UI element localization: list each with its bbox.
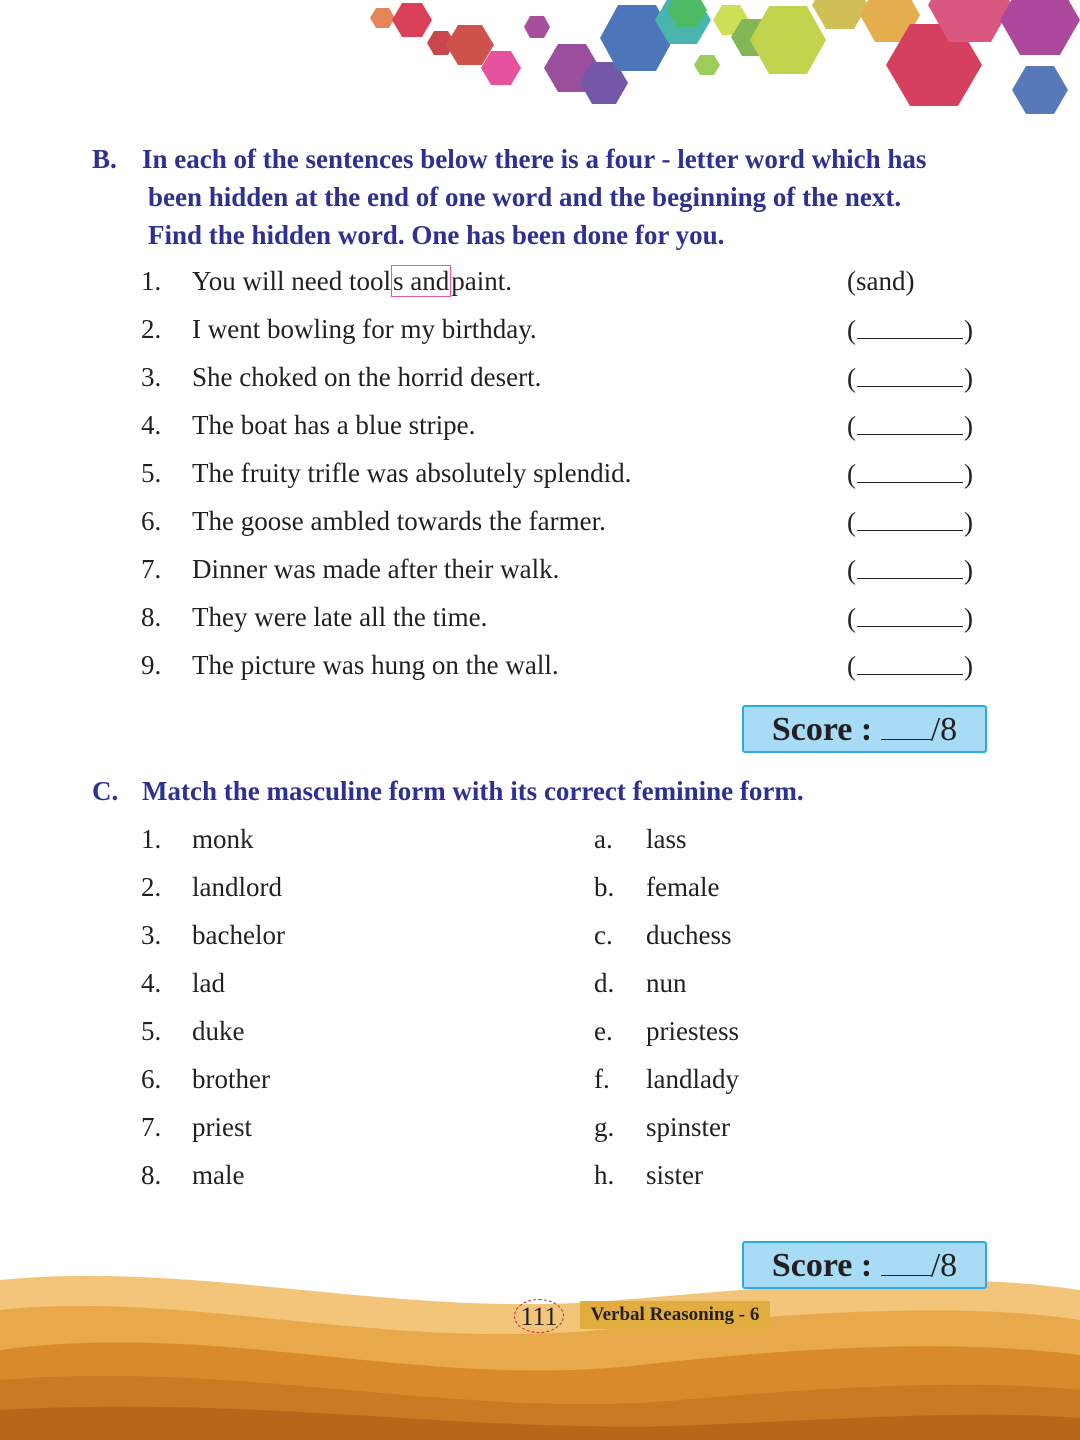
feminine-word: female (646, 872, 720, 902)
right-letter: g. (594, 1112, 615, 1142)
right-letter: e. (594, 1016, 613, 1046)
example-row (0, 264, 1080, 312)
section-b-letter: B. (92, 144, 117, 174)
feminine-word: priestess (646, 1016, 739, 1046)
score-total: /8 (930, 1247, 958, 1284)
match-row (0, 918, 1080, 966)
feminine-word: sister (646, 1160, 703, 1190)
masculine-word: lad (192, 968, 225, 998)
book-title: Verbal Reasoning - 6 (580, 1301, 770, 1329)
feminine-word: spinster (646, 1112, 730, 1142)
item-sentence: She choked on the horrid desert. (192, 362, 542, 392)
list-item (0, 648, 1080, 696)
match-row (0, 870, 1080, 918)
item-number: 3. (141, 362, 162, 392)
item-number: 2. (141, 314, 162, 344)
right-letter: h. (594, 1160, 615, 1190)
section-c-letter: C. (92, 776, 119, 806)
item-number: 9. (141, 650, 162, 680)
feminine-word: nun (646, 968, 687, 998)
item-sentence: Dinner was made after their walk. (192, 554, 560, 584)
item-number: 4. (141, 410, 162, 440)
feminine-word: landlady (646, 1064, 739, 1094)
score-box-b[interactable] (742, 705, 987, 753)
item-sentence: I went bowling for my birthday. (192, 314, 537, 344)
section-c-instruction: Match the masculine form with its correct feminine form. (142, 776, 804, 806)
section-b-line-3: Find the hidden word. One has been done for you. (148, 220, 725, 250)
item-sentence: The fruity trifle was absolutely splendid. (192, 458, 632, 488)
list-item (0, 360, 1080, 408)
right-letter: f. (594, 1064, 610, 1094)
answer-blank[interactable]: ( ) (847, 360, 973, 395)
masculine-word: brother (192, 1064, 270, 1094)
section-b-line-1: In each of the sentences below there is a four - letter word which has (142, 144, 927, 174)
hidden-word-highlight: s and (393, 266, 450, 296)
answer-blank[interactable]: ( ) (847, 600, 973, 635)
match-row (0, 1158, 1080, 1206)
right-letter: b. (594, 872, 615, 902)
score-label: Score : (771, 711, 873, 748)
masculine-word: landlord (192, 872, 282, 902)
answer-blank[interactable]: ( ) (847, 552, 973, 587)
list-item (0, 504, 1080, 552)
item-sentence: The picture was hung on the wall. (192, 650, 559, 680)
section-c-instructions (92, 772, 992, 810)
list-item (0, 312, 1080, 360)
item-sentence: They were late all the time. (192, 602, 488, 632)
item-number: 6. (141, 506, 162, 536)
feminine-word: duchess (646, 920, 732, 950)
score-box-c[interactable] (742, 1241, 987, 1289)
left-number: 3. (141, 920, 162, 950)
left-number: 2. (141, 872, 162, 902)
list-item (0, 552, 1080, 600)
score-label: Score : (771, 1247, 873, 1284)
left-number: 4. (141, 968, 162, 998)
left-number: 8. (141, 1160, 162, 1190)
hexagon-decoration (0, 0, 1080, 130)
left-number: 1. (141, 824, 162, 854)
section-b-instructions (92, 140, 992, 254)
masculine-word: male (192, 1160, 245, 1190)
item-number: 8. (141, 602, 162, 632)
right-letter: d. (594, 968, 615, 998)
match-row (0, 1110, 1080, 1158)
example-sentence: You will need tools andpaint. (192, 266, 513, 296)
masculine-word: monk (192, 824, 254, 854)
item-sentence: The boat has a blue stripe. (192, 410, 476, 440)
left-number: 7. (141, 1112, 162, 1142)
list-item (0, 456, 1080, 504)
item-number: 5. (141, 458, 162, 488)
example-answer: (sand) (847, 266, 915, 296)
match-row (0, 1062, 1080, 1110)
masculine-word: bachelor (192, 920, 285, 950)
masculine-word: duke (192, 1016, 245, 1046)
match-row (0, 822, 1080, 870)
list-item (0, 408, 1080, 456)
answer-blank[interactable]: ( ) (847, 456, 973, 491)
answer-blank[interactable]: ( ) (847, 648, 973, 683)
answer-blank[interactable]: ( ) (847, 312, 973, 347)
item-number: 7. (141, 554, 162, 584)
answer-blank[interactable]: ( ) (847, 504, 973, 539)
item-sentence: The goose ambled towards the farmer. (192, 506, 606, 536)
match-row (0, 966, 1080, 1014)
left-number: 5. (141, 1016, 162, 1046)
masculine-word: priest (192, 1112, 252, 1142)
answer-blank[interactable]: ( ) (847, 408, 973, 443)
score-total: /8 (930, 711, 958, 748)
match-row (0, 1014, 1080, 1062)
feminine-word: lass (646, 824, 687, 854)
right-letter: a. (594, 824, 613, 854)
right-letter: c. (594, 920, 613, 950)
left-number: 6. (141, 1064, 162, 1094)
section-b-line-2: been hidden at the end of one word and the beginning of the next. (148, 182, 902, 212)
page-number: 111 (514, 1299, 564, 1333)
item-number: 1. (141, 266, 162, 296)
list-item (0, 600, 1080, 648)
